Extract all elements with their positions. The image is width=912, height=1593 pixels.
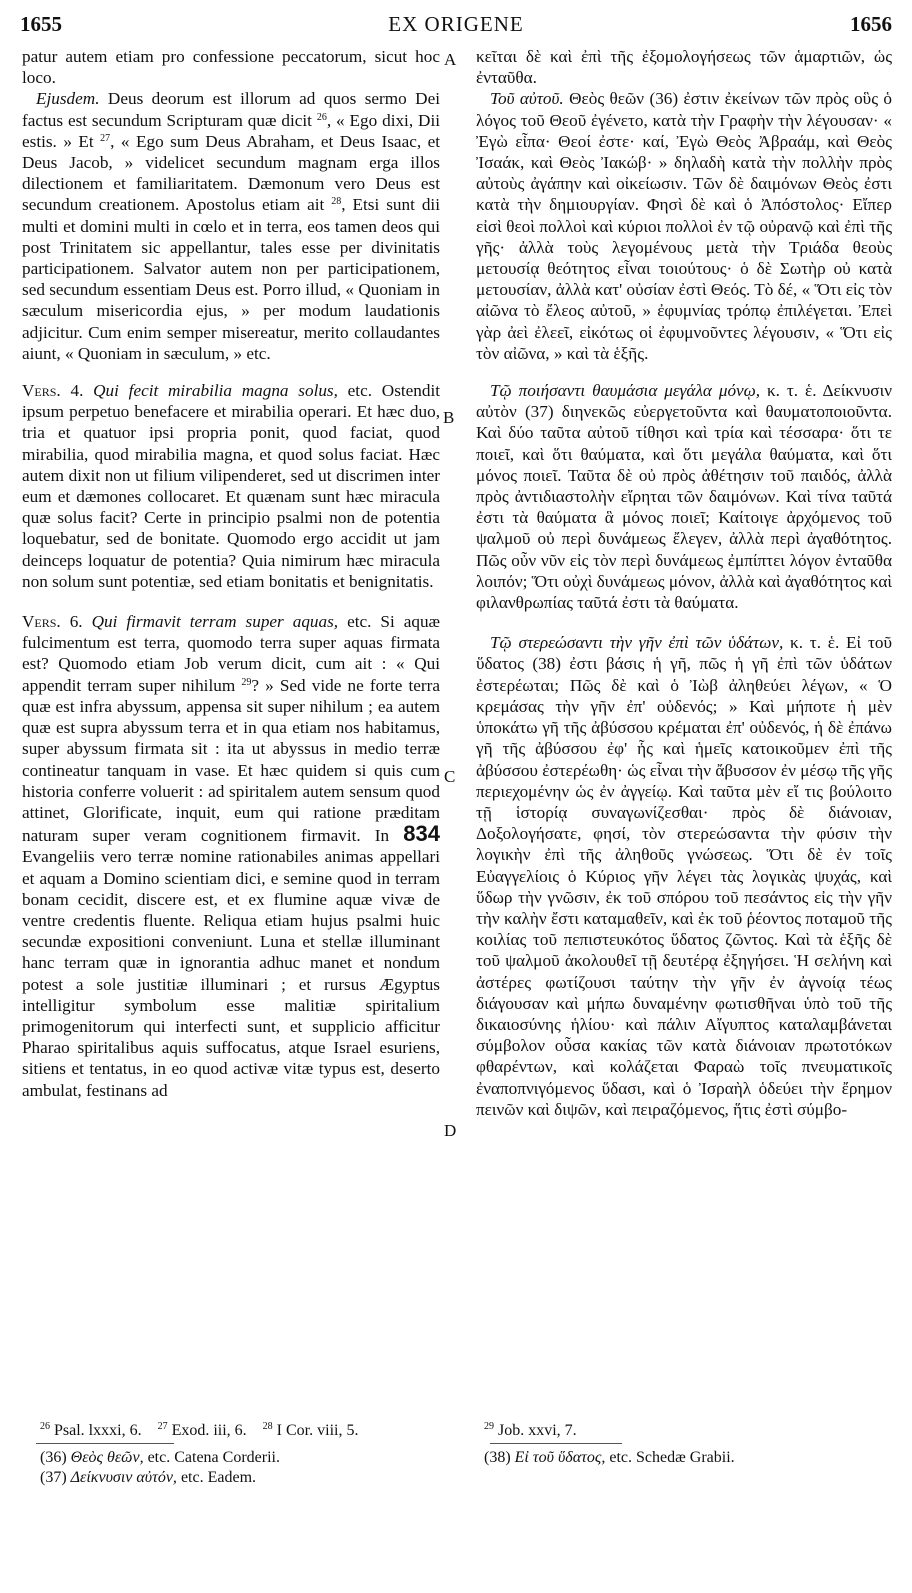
page-number-left: 1655 <box>20 12 62 36</box>
running-title: EX ORIGENE <box>388 12 524 36</box>
footnote-ref: 28 <box>331 196 342 208</box>
footnote-ref: 27 <box>100 132 111 144</box>
latin-column <box>22 46 440 1101</box>
verse-lemma: Qui firmavit terram super aquas, <box>91 612 339 632</box>
latin-paragraph-2: Ejusdem. Deus deorum est illorum ad quos sermo Dei factus est secundum Scripturam quæ dicit $^{26}$, « Ego dixi, Dii estis. » Et $^{27}$, « Ego sum Deus Abraham, et Deus Isaac, et Deus Jacob, » videlicet secundum magnam erga illos dilectionem et familiaritatem. Dæmonum vero Deus est secundum creationem. Apostolus etiam ait $^{28}$, Etsi sunt dii multi et domini multi in cœlo et in terra, eos tamen deos qui post Trinitatem sic appellantur, tales esse per divinitatis participationem. Salvator autem non per participationem, sed secundum essentiam Deus est. Porro illud, « Quoniam in sæculum misericordia ejus, » per modum laudationis adjicitur. Cum enim semper misereatur, merito collaudantes aiunt, « Quoniam in sæculum, » etc. <box>22 89 440 363</box>
scripture-ref-28: I Cor. viii, 5. <box>276 1422 359 1439</box>
greek-paragraph-1: κεῖται δὲ καὶ ἐπὶ τῆς ἐξομολογήσεως τῶν ἁμαρτιῶν, ὡς ἐνταῦθα. <box>476 47 892 88</box>
page-header <box>20 12 892 40</box>
latin-paragraph-4: Vers. 6. Qui firmavit terram super aquas, etc. Si aquæ fulcimentum est terra, quomodo terra super aquas firmata est? Quomodo etiam Job verum dicit, cum ait : « Qui appendit terram super nihilum $^{29}$? » Sed vide ne forte terra quæ est infra abyssum, appensa sit super nihilum ; ea autem quæ est supra abyssum terra et in qua etiam nos habitamus, super abyssum firmata sit : ita ut abyssus in medio terræ contineatur tanquam in vase. Et hæc quidem si quis cum historia conferre voluerit : ad spiritalem autem sensum quod attinet, Glorificate, inquit, eum qui ratione præditam naturam super veram cognitionem firmavit. In 834 Evangeliis vero terræ nomine rationabiles animas appellari et aquam a Domino scientiam dici, e semine quod in terram bonam cecidit, discere est, et ex flumine aquæ vivæ de ventre credentis fluente. Reliqua etiam hujus psalmi huic secundæ expositioni conveniunt. Luna et stellæ illuminant hanc terram quæ in ignorantia adhuc manet et nondum potest a sole justitiæ illuminari ; et rursus Ægyptus intelligitur symbolum esse malitiæ spiritalium primogenitorum qui interfecti sunt, et supplicio afficitur Pharao spiritalibus aquis suffocatus, atque Israel esuriens, sitiens et tentatus, in eo quod activæ vitæ typus est, deserto ambulat, festinans ad <box>22 612 441 1100</box>
verse-lemma: Τῷ στερεώσαντι τὴν γῆν ἐπὶ τῶν ὑδάτων, <box>490 633 784 653</box>
margin-letter-d: D <box>444 1121 457 1140</box>
latin-paragraph-1: patur autem etiam pro confessione peccatorum, sicut hoc loco. <box>22 47 440 88</box>
scripture-reference-right: $^{29}$ Job. xxvi, 7. <box>484 1421 577 1439</box>
greek-paragraph-4: Τῷ στερεώσαντι τὴν γῆν ἐπὶ τῶν ὑδάτων, κ. τ. ἑ. Εἰ τοῦ ὕδατος (38) ἐστι βάσις ἡ γῆ, πῶς ἡ γῆ ἐπὶ τῶν ὑδάτων ἐστερέωται; Πῶς δὲ καὶ ὁ Ἰὼβ ἀληθεύει λέγων, « Ὁ κρεμάσας τὴν γῆν ἐπ' οὐδενός; » Καὶ μήποτε ἡ μὲν ὑποκάτω γῆ τῆς ἀβύσσου κρέμαται ἐπ' οὐδενός, ἡ δὲ ἐπάνω γῆ τῆς ἀβύσσου ἐφ' ἧς καὶ ἡμεῖς κατοικοῦμεν ἐπὶ τῆς ἀβύσσου ἐστερέωθη· ὡς εἶναι τὴν ἄβυσσον ἐν μέσῳ τῆς γῆς περιεχομένην ὡς ἐν ἀγγείῳ. Καὶ ταῦτα μὲν εἴ τις βούλοιτο τῇ ἱστορίᾳ συναγωνίζεσθαι· πρὸς δὲ διάνοιαν, Δοξολογήσατε, φησί, τὸν στερεώσαντα τὴν φύσιν τὴν λογικὴν ἐπὶ τῆς ἀληθοῦς γνώσεως. Ὅτι δὲ ἐν τοῖς Εὐαγγελίοις ὁ Κύριος γῆν λέγει τὰς λογικὰς ψυχάς, καὶ ὕδωρ τὴν γνῶσιν, ἐκ τοῦ σπόρου τοῦ πεσάντος εἰς τὴν γῆν τὴν καλὴν ἔστι καταμαθεῖν, καὶ ἐκ τοῦ ῥέοντος ποταμοῦ τῆς κοιλίας τοῦ πεπιστευκότος ὕδατος ζῶντος. Καὶ τὰ ἑξῆς δὲ τοῦ ψαλμοῦ ἀκολουθεῖ τῇ δευτέρᾳ ἐξηγήσει. Ἡ σελήνη καὶ ἀστέρες φωτίζουσι ταύτην τὴν γῆν ἐν ἀγνοίᾳ τέως διάγουσαν καὶ μήπω δυναμένην φωτισθῆναι ὑπὸ τοῦ τῆς δικαιοσύνης ἡλίου· καὶ πάλιν Αἴγυπτος καταλαμβάνεται σύμβολον οὖσα κακίας τῶν κατὰ διάνοιαν πρωτοτόκων φθαρέντων, καὶ κολάζεται Φαραὼ τοῖς πνευματικοῖς ἐναποπνιγόμενος ὕδασι, καὶ ὁ Ἰσραὴλ ὁδεύει τὴν ἔρημον πεινῶν καὶ διψῶν, καὶ πειραζόμενος, ἥτις ἐστὶ σύμβο- <box>476 633 892 1119</box>
footnote-rule-right <box>490 1443 622 1444</box>
footnotes-left <box>40 1448 440 1488</box>
margin-letter-a: A <box>444 50 457 69</box>
footnote-38: (38) Εἰ τοῦ ὕδατος, etc. Schedæ Grabii. <box>484 1449 735 1466</box>
footnote-ref: 29 <box>241 676 252 688</box>
footnote-37: (37) Δείκνυσιν αὐτόν, etc. Eadem. <box>40 1469 257 1486</box>
margin-letter-c: C <box>444 767 456 786</box>
footnote-ref: 26 <box>316 111 327 123</box>
section-lead: Ejusdem. <box>36 89 100 109</box>
column-number: 834 <box>403 821 440 847</box>
verse-lemma: Τῷ ποιήσαντι θαυμάσια μεγάλα μόνῳ, <box>490 381 761 401</box>
verse-label: Vers. 4. <box>22 381 84 401</box>
scripture-references: $^{26}$ Psal. lxxxi, 6. $^{27}$ Exod. iii, 6. $^{28}$ I Cor. viii, 5. <box>40 1421 359 1439</box>
page-number-right: 1656 <box>850 12 892 36</box>
greek-column <box>476 46 892 1120</box>
greek-paragraph-2: Τοῦ αὐτοῦ. Θεὸς θεῶν (36) ἐστιν ἐκείνων τῶν πρὸς οὓς ὁ λόγος τοῦ Θεοῦ ἐγένετο, κατὰ τὴν Γραφὴν τὴν λέγουσαν· « Ἐγὼ εἶπα· Θεοί ἐστε· καί, Ἐγὼ Θεὸς Ἀβραάμ, καὶ Θεὸς Ἰσαάκ, καὶ Θεὸς Ἰακώβ· » δηλαδὴ κατὰ τὴν πολλὴν πρὸς αὐτοὺς ἀγάπην καὶ οἰκείωσιν. Τῶν δὲ δαιμόνων Θεὸς ἐστι κατὰ τὴν δημιουργίαν. Φησὶ δὲ καὶ ὁ Ἀπόστολος· Εἴπερ εἰσὶ θεοὶ πολλοὶ καὶ κύριοι πολλοὶ ἐν τῷ οὐρανῷ καὶ ἐπὶ τῆς γῆς· ἀλλὰ τοὺς λεγομένους μετὰ τὴν Τριάδα θεοὺς μετουσίᾳ θεότητος εἶναι τοιούτους· ὁ δὲ Σωτὴρ οὐ κατὰ μετουσίαν, ἀλλὰ κατ' οὐσίαν ἐστὶ Θεός. Τὸ δέ, « Ὅτι εἰς τὸν αἰῶνα τὸ ἔλεος αὐτοῦ, » ἐφυμνίας τρόπῳ ἐπιλέγεται. Ἐπεὶ γὰρ ἀεὶ ἐλεεῖ, εἰκότως οἱ ἐφυμνοῦντες λέγουσιν, « Ὅτι εἰς τὸν αἰῶνα, » καὶ τὰ ἑξῆς. <box>476 89 892 363</box>
greek-paragraph-3: Τῷ ποιήσαντι θαυμάσια μεγάλα μόνῳ, κ. τ. ἑ. Δείκνυσιν αὐτὸν (37) διηνεκῶς εὐεργετοῦντα καὶ θαυματοποιοῦντα. Καὶ δύο ταῦτα αὐτοῦ τίθησι καὶ τρία καὶ τέσσαρα· ὅτι τε ποιεῖ, καὶ ὅτι θαύματα, καὶ ὅτι μεγάλα θαύματα, καὶ ὅτι μόνος ποιεῖ. Ταῦτα δὲ οὐ πρὸς ἀθέτησιν τοῦ παιδός, ἀλλὰ πρὸς ἀντιδιαστολὴν εἴρηται τῶν δαιμόνων. Καὶ τίνα ταῦτά ἐστι τὰ θαύματα ἃ μόνος ποιεῖ; Καίτοιγε ἀρχόμενος τοῦ ψαλμοῦ οὐ περὶ δυνάμεως ἔλεγεν, ἀλλὰ περὶ ἀγαθότητος. Πῶς οὖν νῦν εἰς τὸν περὶ δυνάμεως ἐμπίπτει λόγον ἐνταῦθα λοιπόν; Ὅτι οὐχὶ δυνάμεως μόνον, ἀλλὰ καὶ ἀγαθότητος καὶ φιλανθρωπίας ταῦτά ἐστι τὰ θαύματα. <box>476 381 892 613</box>
latin-paragraph-3: Vers. 4. Qui fecit mirabilia magna solus, etc. Ostendit ipsum perpetuo benefacere et mirabilia operari. Et hæc duo, tria et quatuor ipsi propria ponit, quod faciat, quod mirabilia, quod mirabilia magna, et quod solus faciat. Hæc autem dixit non ut filium vilipenderet, sed ut discrimen inter eum et dæmones collocaret. Et quænam sunt hæc miracula quæ solus facit? Certe in principio psalmi non de potentia loquebatur, sed de bonitate. Quomodo ergo accidit ut jam deinceps loquatur de potentia? Quia nimirum hæc miracula non solum sunt potentiæ, sed etiam bonitatis et benignitatis. <box>22 381 441 591</box>
verse-lemma: Qui fecit mirabilia magna solus, <box>93 381 338 401</box>
section-lead: Τοῦ αὐτοῦ. <box>490 89 564 109</box>
scripture-ref-27: Exod. iii, 6. <box>171 1422 247 1439</box>
margin-letter-b: B <box>443 408 455 427</box>
verse-label: Vers. 6. <box>22 612 83 632</box>
scripture-ref-26: Psal. lxxxi, 6. <box>54 1422 142 1439</box>
footnotes-right <box>484 1448 884 1468</box>
footnote-rule-left <box>36 1443 174 1444</box>
scripture-ref-29: Job. xxvi, 7. <box>498 1422 577 1439</box>
footnote-36: (36) Θεὸς θεῶν, etc. Catena Corderii. <box>40 1449 280 1466</box>
